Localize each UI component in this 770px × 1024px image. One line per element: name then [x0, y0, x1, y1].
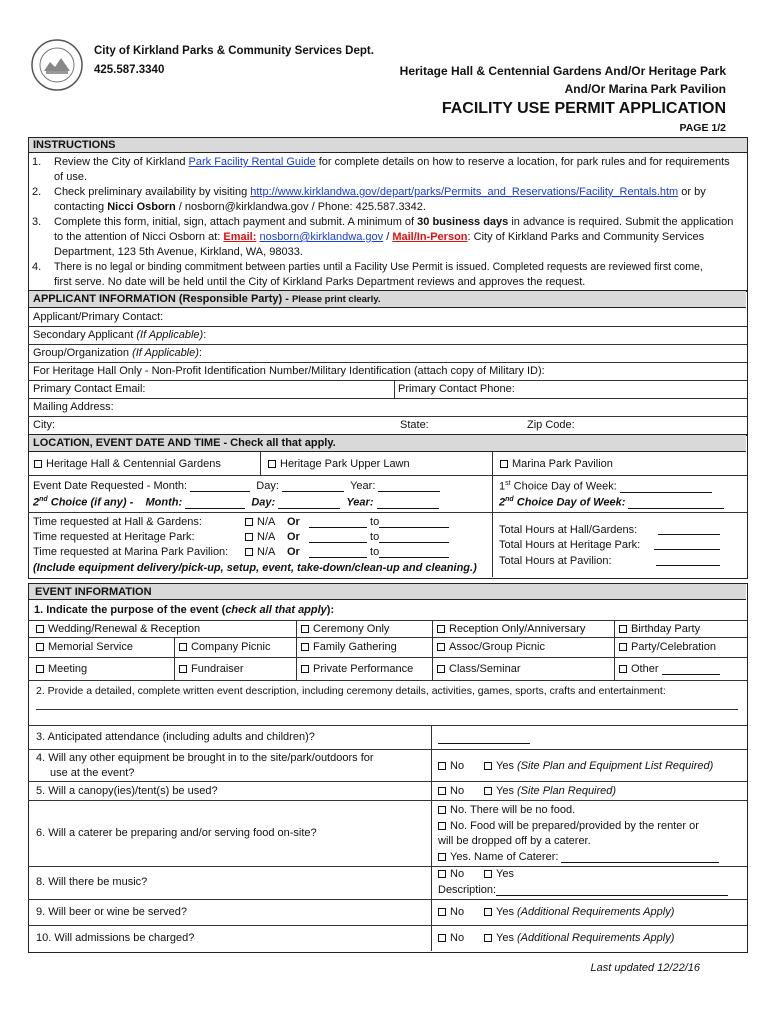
- option-label: Company Picnic: [191, 641, 271, 653]
- canopy-no-checkbox[interactable]: [438, 785, 464, 797]
- question-text: ):: [326, 604, 335, 616]
- caterer-question: 6. Will a caterer be preparing and/or serving food on-site?: [36, 827, 317, 839]
- field-label: Month:: [145, 496, 183, 509]
- checkbox-icon: [179, 665, 187, 673]
- checkbox-icon: [34, 460, 42, 468]
- field-label: Event Date Requested - Month:: [33, 480, 188, 492]
- option-note: (Additional Requirements Apply): [517, 932, 675, 944]
- field-label: Year:: [350, 480, 376, 492]
- facility-line-2: And/Or Marina Park Pavilion: [564, 82, 726, 96]
- music-yes-checkbox[interactable]: [484, 868, 514, 880]
- time-note: (Include equipment delivery/pick-up, setup, event, take-down/clean-up and cleaning.): [33, 562, 477, 574]
- month-input[interactable]: [190, 481, 250, 492]
- checkbox-icon: [484, 908, 492, 916]
- checkbox-icon: [484, 787, 492, 795]
- question-text: 1. Indicate the purpose of the event (: [34, 604, 226, 616]
- year-2-input[interactable]: [377, 498, 439, 509]
- first-choice-dow: [499, 480, 712, 493]
- attendance-question: 3. Anticipated attendance (including adults and children)?: [36, 731, 315, 743]
- purpose-reception-checkbox[interactable]: [437, 623, 585, 635]
- na-label: N/A: [257, 516, 275, 528]
- option-label: Private Performance: [313, 663, 414, 675]
- to-label: to: [370, 546, 380, 558]
- checkbox-icon: [437, 625, 445, 633]
- admissions-yes-checkbox[interactable]: [484, 932, 674, 944]
- checkbox-icon: [438, 822, 446, 830]
- field-label: Day:: [256, 480, 279, 492]
- option-label: Family Gathering: [313, 641, 397, 653]
- instruction-text: Complete this form, initial, sign, attach payment and submit. A minimum of: [54, 216, 415, 228]
- option-label: Heritage Park Upper Lawn: [280, 458, 410, 470]
- option-label: Marina Park Pavilion: [512, 458, 613, 470]
- state-field[interactable]: State:: [400, 419, 429, 431]
- question-note: check all that apply: [225, 604, 327, 616]
- na-checkbox[interactable]: [245, 518, 253, 526]
- instruction-text: Review the City of Kirkland: [54, 156, 186, 168]
- field-label: Secondary Applicant: [33, 329, 134, 341]
- checkbox-icon: [437, 643, 445, 651]
- field-label: Year:: [346, 496, 374, 509]
- purpose-fundraiser-checkbox[interactable]: [179, 663, 244, 675]
- deadline-text: 30 business days: [417, 216, 509, 228]
- purpose-party-checkbox[interactable]: [619, 641, 716, 653]
- ordinal: 1: [499, 480, 506, 493]
- music-description: [438, 884, 728, 896]
- location-upper-lawn-checkbox[interactable]: [268, 458, 410, 470]
- purpose-question: [34, 604, 334, 616]
- instruction-text: to the attention of Nicci Osborn at:: [54, 231, 221, 243]
- caterer-name-input[interactable]: [561, 852, 719, 863]
- start-time-input[interactable]: [309, 532, 367, 543]
- field-label: Group/Organization: [33, 347, 129, 359]
- option-label: Yes. Name of Caterer:: [450, 851, 559, 863]
- dept-name: City of Kirkland Parks & Community Services Dept.: [94, 45, 374, 57]
- option-label: Assoc/Group Picnic: [449, 641, 545, 653]
- caterer-renter-checkbox[interactable]: [438, 820, 699, 832]
- checkbox-icon: [438, 806, 446, 814]
- purpose-class-checkbox[interactable]: [437, 663, 521, 675]
- checkbox-icon: [484, 870, 492, 878]
- nonprofit-id-field[interactable]: For Heritage Hall Only - Non-Profit Identification Number/Military Identification (attach copy of Military ID):: [33, 365, 545, 377]
- last-updated: Last updated 12/22/16: [590, 962, 700, 974]
- option-label: Party/Celebration: [631, 641, 716, 653]
- ordinal: 2: [33, 496, 40, 509]
- page-number: PAGE 1/2: [679, 122, 726, 134]
- field-label: Total Hours at Heritage Park:: [499, 539, 641, 551]
- music-description-input[interactable]: [496, 885, 728, 896]
- music-question: 8. Will there be music?: [36, 876, 148, 888]
- day-input[interactable]: [282, 481, 344, 492]
- checkbox-icon: [500, 460, 508, 468]
- purpose-memorial-checkbox[interactable]: [36, 641, 133, 653]
- option-label: No: [450, 906, 465, 918]
- time-row-marina: [245, 546, 449, 558]
- end-time-input[interactable]: [379, 547, 449, 558]
- city-seal-logo: [30, 38, 84, 92]
- option-label: No. There will be no food.: [450, 804, 576, 816]
- option-label: Birthday Party: [631, 623, 701, 635]
- option-label: No: [450, 932, 465, 944]
- equipment-no-checkbox[interactable]: [438, 760, 464, 772]
- secondary-applicant-field[interactable]: Secondary Applicant (If Applicable):: [33, 329, 207, 341]
- checkbox-icon: [619, 625, 627, 633]
- alcohol-no-checkbox[interactable]: [438, 906, 464, 918]
- purpose-assoc-picnic-checkbox[interactable]: [437, 641, 545, 653]
- instruction-3: [54, 216, 733, 228]
- checkbox-icon: [36, 625, 44, 633]
- day-2-input[interactable]: [278, 498, 340, 509]
- purpose-family-checkbox[interactable]: [301, 641, 397, 653]
- checkbox-icon: [619, 665, 627, 673]
- checkbox-icon: [438, 762, 446, 770]
- rental-guide-link[interactable]: Park Facility Rental Guide: [188, 156, 316, 168]
- instruction-text: Department, 123 5th Avenue, Kirkland, WA, 98033.: [54, 246, 303, 258]
- year-input[interactable]: [378, 481, 440, 492]
- primary-contact-field[interactable]: Applicant/Primary Contact:: [33, 311, 164, 323]
- attendance-input[interactable]: [438, 733, 530, 744]
- instructions-heading: INSTRUCTIONS: [29, 138, 747, 153]
- field-label: Total Hours at Pavilion:: [499, 555, 612, 567]
- location-hall-gardens-checkbox[interactable]: [34, 458, 221, 470]
- to-label: to: [370, 516, 380, 528]
- form-title: FACILITY USE PERMIT APPLICATION: [441, 100, 726, 117]
- start-time-input[interactable]: [309, 547, 367, 558]
- checkbox-icon: [438, 934, 446, 942]
- field-note: (If Applicable): [132, 347, 199, 359]
- purpose-meeting-checkbox[interactable]: [36, 663, 87, 675]
- time-label-park: Time requested at Heritage Park:: [33, 531, 195, 543]
- field-label: Choice (if any) -: [50, 496, 134, 509]
- location-heading: LOCATION, EVENT DATE AND TIME - Check all that apply.: [29, 435, 746, 452]
- canopy-question: 5. Will a canopy(ies)/tent(s) be used?: [36, 785, 218, 797]
- purpose-other-checkbox[interactable]: [619, 663, 720, 675]
- option-label: Yes: [496, 868, 514, 880]
- instruction-number: 3.: [32, 216, 42, 228]
- option-note: (Additional Requirements Apply): [517, 906, 675, 918]
- checkbox-icon: [484, 934, 492, 942]
- contact-email-field[interactable]: Primary Contact Email:: [33, 383, 146, 395]
- purpose-birthday-checkbox[interactable]: [619, 623, 700, 635]
- checkbox-icon: [484, 762, 492, 770]
- checkbox-icon: [301, 665, 309, 673]
- purpose-performance-checkbox[interactable]: [301, 663, 413, 675]
- instruction-number: 1.: [32, 156, 42, 168]
- checkbox-icon: [301, 643, 309, 651]
- instruction-text: of use.: [54, 171, 88, 183]
- second-choice-dow: 2nd Choice Day of Week:: [499, 496, 724, 509]
- field-label: Total Hours at Hall/Gardens:: [499, 524, 638, 536]
- email-label: Email:: [223, 231, 257, 243]
- checkbox-icon: [438, 870, 446, 878]
- contact-phone-field[interactable]: Primary Contact Phone:: [398, 383, 515, 395]
- instruction-text: or by: [681, 186, 706, 198]
- ordinal-suffix: nd: [39, 496, 48, 503]
- instruction-1: [54, 156, 744, 168]
- instruction-text: There is no legal or binding commitment between parties until a Facility Use Permit is issued. Completed requests are reviewed first come,: [54, 261, 703, 273]
- second-dow-input[interactable]: [628, 498, 724, 509]
- instruction-text: contacting: [54, 201, 105, 213]
- or-label: Or: [286, 516, 300, 528]
- checkbox-icon: [179, 643, 187, 651]
- option-label: Reception Only/Anniversary: [449, 623, 586, 635]
- checkbox-icon: [438, 853, 446, 861]
- purpose-wedding-checkbox[interactable]: [36, 623, 200, 635]
- instruction-2: [54, 186, 706, 198]
- option-label: No: [450, 760, 465, 772]
- option-note: (Site Plan Required): [517, 785, 617, 797]
- mail-label: Mail/In-Person: [392, 231, 468, 243]
- equipment-question-cont: use at the event?: [50, 767, 135, 779]
- na-checkbox[interactable]: [245, 533, 253, 541]
- field-label: Description:: [438, 884, 497, 896]
- option-label: Heritage Hall & Centennial Gardens: [46, 458, 221, 470]
- event-heading: EVENT INFORMATION: [29, 584, 746, 600]
- alcohol-question: 9. Will beer or wine be served?: [36, 906, 188, 918]
- checkbox-icon: [36, 643, 44, 651]
- description-input-line[interactable]: [36, 709, 738, 710]
- start-time-input[interactable]: [309, 517, 367, 528]
- time-label-marina: Time requested at Marina Park Pavilion:: [33, 546, 229, 558]
- group-organization-field[interactable]: Group/Organization (If Applicable):: [33, 347, 202, 359]
- total-hours-hall-input[interactable]: [658, 524, 720, 535]
- first-dow-input[interactable]: [620, 482, 712, 493]
- end-time-input[interactable]: [379, 532, 449, 543]
- ordinal-suffix: nd: [505, 496, 514, 503]
- dept-phone: 425.587.3340: [94, 64, 165, 76]
- option-label: Other: [631, 663, 659, 675]
- admissions-question: 10. Will admissions be charged?: [36, 932, 195, 944]
- other-input[interactable]: [662, 664, 720, 675]
- time-row-hall: [245, 516, 449, 528]
- total-hours-park-input[interactable]: [654, 539, 720, 550]
- instruction-text: / nosborn@kirklandwa.gov / Phone: 425.587.3342.: [178, 201, 426, 213]
- end-time-input[interactable]: [379, 517, 449, 528]
- total-hours-pavilion: [499, 555, 612, 567]
- option-label: Yes: [496, 932, 514, 944]
- equipment-question: 4. Will any other equipment be brought in to the site/park/outdoors for: [36, 752, 374, 764]
- instruction-2-contact: [54, 201, 426, 213]
- total-hours-hall: [499, 524, 637, 536]
- location-marina-pavilion-checkbox[interactable]: [500, 458, 613, 470]
- applicant-heading-text: APPLICANT INFORMATION (Responsible Party) -: [33, 293, 289, 305]
- time-row-park: [245, 531, 449, 543]
- option-label: Ceremony Only: [313, 623, 390, 635]
- instruction-text: in advance is required. Submit the application: [511, 216, 734, 228]
- music-no-checkbox[interactable]: [438, 868, 464, 880]
- facility-line-1: Heritage Hall & Centennial Gardens And/Or Heritage Park: [399, 64, 726, 78]
- checkbox-icon: [438, 908, 446, 916]
- na-label: N/A: [257, 531, 275, 543]
- mailing-address-field[interactable]: Mailing Address:: [33, 401, 114, 413]
- second-choice-row: [33, 496, 439, 509]
- caterer-no-food-checkbox[interactable]: [438, 804, 575, 816]
- month-2-input[interactable]: [185, 498, 245, 509]
- instruction-text: first serve. No date will be held until the City of Kirkland Parks Department reviews and approves the request.: [54, 276, 586, 288]
- option-label: Memorial Service: [48, 641, 133, 653]
- instruction-3-contact: [54, 231, 704, 243]
- admissions-no-checkbox[interactable]: [438, 932, 464, 944]
- option-label: No: [450, 785, 465, 797]
- or-label: Or: [286, 531, 300, 543]
- option-label: Yes: [496, 760, 514, 772]
- total-hours-park: [499, 539, 640, 551]
- canopy-yes-checkbox[interactable]: [484, 785, 616, 797]
- checkbox-icon: [301, 625, 309, 633]
- time-label-hall: Time requested at Hall & Gardens:: [33, 516, 202, 528]
- instruction-text: : City of Kirkland Parks and Community Services: [467, 231, 705, 243]
- field-label: Choice Day of Week:: [513, 480, 617, 493]
- caterer-yes-checkbox[interactable]: [438, 851, 719, 863]
- print-note: Please print clearly.: [291, 294, 381, 305]
- checkbox-icon: [438, 787, 446, 795]
- contact-name: Nicci Osborn: [107, 201, 176, 213]
- option-label: Class/Seminar: [449, 663, 521, 675]
- checkbox-icon: [437, 665, 445, 673]
- na-label: N/A: [257, 546, 275, 558]
- checkbox-icon: [619, 643, 627, 651]
- instruction-text: Check preliminary availability by visiting: [54, 186, 248, 198]
- event-date-row: [33, 480, 440, 492]
- option-label: Yes: [496, 785, 514, 797]
- field-label: Day:: [251, 496, 276, 509]
- option-label: No. Food will be prepared/provided by the renter or: [450, 820, 699, 832]
- equipment-yes-checkbox[interactable]: [484, 760, 713, 772]
- instruction-number: 2.: [32, 186, 42, 198]
- availability-link[interactable]: http://www.kirklandwa.gov/depart/parks/Permits_and_Reservations/Facility_Rentals.htm: [250, 186, 679, 198]
- option-label: Fundraiser: [191, 663, 244, 675]
- caterer-option-cont: will be dropped off by a caterer.: [438, 835, 591, 847]
- instruction-number: 4.: [32, 261, 42, 273]
- field-label: Choice Day of Week: [516, 496, 622, 509]
- na-checkbox[interactable]: [245, 548, 253, 556]
- purpose-company-picnic-checkbox[interactable]: [179, 641, 270, 653]
- total-hours-pavilion-input[interactable]: [656, 555, 720, 566]
- ordinal: 2: [499, 496, 506, 509]
- checkbox-icon: [268, 460, 276, 468]
- to-label: to: [370, 531, 380, 543]
- zip-code-field[interactable]: Zip Code:: [527, 419, 575, 431]
- option-label: Yes: [496, 906, 514, 918]
- instruction-text: for complete details on how to reserve a location, for park rules and for requirements: [318, 156, 730, 168]
- ordinal-suffix: st: [505, 480, 511, 487]
- alcohol-yes-checkbox[interactable]: [484, 906, 674, 918]
- separator: /: [386, 231, 390, 243]
- option-label: No: [450, 868, 465, 880]
- email-link[interactable]: nosborn@kirklandwa.gov: [259, 231, 384, 243]
- option-label: Wedding/Renewal & Reception: [48, 623, 201, 635]
- option-note: (Site Plan and Equipment List Required): [517, 760, 714, 772]
- option-label: Meeting: [48, 663, 88, 675]
- purpose-ceremony-checkbox[interactable]: [301, 623, 389, 635]
- or-label: Or: [286, 546, 300, 558]
- description-question: 2. Provide a detailed, complete written event description, including ceremony details, activities, games, sports, crafts and entertainment:: [36, 685, 666, 697]
- applicant-heading: [29, 291, 746, 308]
- field-note: (If Applicable): [136, 329, 204, 341]
- city-field[interactable]: City:: [33, 419, 55, 431]
- checkbox-icon: [36, 665, 44, 673]
